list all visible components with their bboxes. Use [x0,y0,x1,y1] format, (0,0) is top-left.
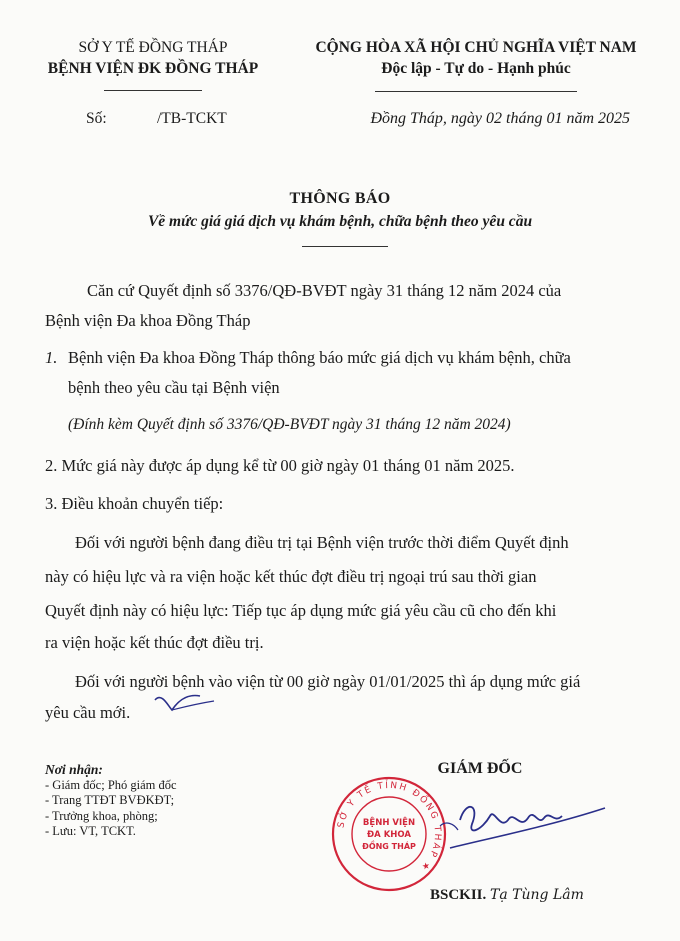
signer-prefix: BSCKII. [430,887,487,903]
para1-line-3: Quyết định này có hiệu lực: Tiếp tục áp dụng mức giá yêu cầu cũ cho đến khi [45,601,557,620]
recipient-item: - Giám đốc; Phó giám đốc [45,777,177,792]
recipient-item: - Trưởng khoa, phòng; [45,808,158,823]
para1-line-1: Đối với người bệnh đang điều trị tại Bệnh viện trước thời điểm Quyết định [75,533,569,552]
title-underline [302,246,388,247]
motto-underline [375,91,577,92]
item1-number: 1. [45,348,58,367]
recipient-item: - Trang TTĐT BVĐKĐT; [45,793,175,807]
authority-name: BỆNH VIỆN ĐK ĐỒNG THÁP [47,60,259,77]
item3: 3. Điều khoản chuyển tiếp: [45,494,224,513]
handwritten-signature [420,790,620,860]
signer-full-name: Tạ Tùng Lâm [490,887,584,903]
doc-title: THÔNG BÁO [289,190,391,207]
svg-text:BỆNH VIỆN: BỆNH VIỆN [362,818,416,828]
doc-subtitle: Về mức giá giá dịch vụ khám bệnh, chữa bệnh theo yêu cầu [147,213,533,230]
date-line: Đồng Tháp, ngày 02 tháng 01 năm 2025 [370,110,630,127]
national-title: CỘNG HÒA XÃ HỘI CHỦ NGHĨA VIỆT NAM [315,39,637,56]
recipients-heading: Nơi nhận: [45,762,103,777]
recipients-block [45,762,177,840]
recipient-item: - Lưu: VT, TCKT. [45,824,136,838]
para1-line-4: ra viện hoặc kết thúc đợt điều trị. [45,633,264,652]
national-header [290,37,662,79]
svg-text:ĐA KHOA: ĐA KHOA [367,830,411,840]
doc-number-code: /TB-TCKT [157,110,227,127]
basis-line-2: Bệnh viện Đa khoa Đồng Tháp [45,311,251,330]
item1-line-1: Bệnh viện Đa khoa Đồng Tháp thông báo mức giá dịch vụ khám bệnh, chữa [68,348,571,367]
authority-parent: SỞ Y TẾ ĐỒNG THÁP [78,39,228,56]
signer-title: GIÁM ĐỐC [437,760,523,777]
para2-line-1: Đối với người bệnh vào viện từ 00 giờ ngày 01/01/2025 thì áp dụng mức giá [75,672,581,691]
doc-number-label: Số: [86,110,107,127]
item1-line-2: bệnh theo yêu cầu tại Bệnh viện [68,378,280,397]
para2-line-2: yêu cầu mới. [45,703,131,722]
signer-name [430,887,584,904]
svg-text:SỞ Y TẾ TỈNH ĐỒNG THÁP ★: SỞ Y TẾ TỈNH ĐỒNG THÁP ★ [336,780,443,874]
item2: 2. Mức giá này được áp dụng kể từ 00 giờ ngày 01 tháng 01 năm 2025. [45,456,515,475]
item1-note: (Đính kèm Quyết định số 3376/QĐ-BVĐT ngày 31 tháng 12 năm 2024) [68,416,511,433]
issuing-authority [38,37,268,79]
authority-underline [104,90,202,91]
national-motto: Độc lập - Tự do - Hạnh phúc [381,60,571,77]
basis-line-1: Căn cứ Quyết định số 3376/QĐ-BVĐT ngày 31 tháng 12 năm 2024 của [87,281,562,300]
initials-mark [150,688,220,718]
svg-text:ĐỒNG THÁP: ĐỒNG THÁP [362,842,416,851]
para1-line-2: này có hiệu lực và ra viện hoặc kết thúc đợt điều trị ngoại trú sau thời gian [45,567,537,586]
